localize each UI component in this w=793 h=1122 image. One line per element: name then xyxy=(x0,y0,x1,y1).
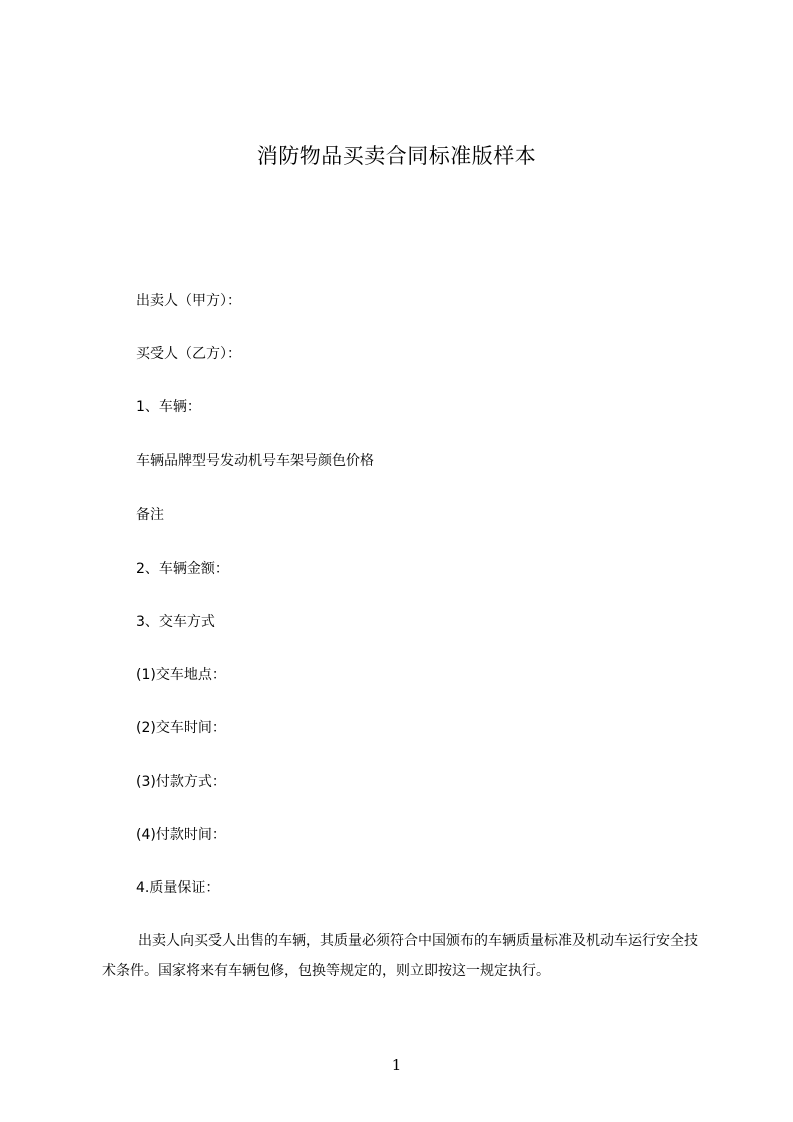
document-title: 消防物品买卖合同标准版样本 xyxy=(256,144,537,168)
delivery-time-line: (2)交车时间： xyxy=(136,720,226,736)
seller-line: 出卖人（甲方）： xyxy=(136,293,241,309)
payment-time-line: (4)付款时间： xyxy=(136,827,226,843)
payment-method-line: (3)付款方式： xyxy=(136,774,226,790)
delivery-location-line: (1)交车地点： xyxy=(136,667,226,683)
vehicle-fields-line: 车辆品牌型号发动机号车架号颜色价格 xyxy=(136,453,374,469)
page-number: 1 xyxy=(391,1056,402,1074)
delivery-method-heading: 3、交车方式 xyxy=(136,614,215,630)
quality-guarantee-heading: 4.质量保证： xyxy=(136,880,220,896)
vehicle-heading: 1、车辆： xyxy=(136,399,201,415)
buyer-line: 买受人（乙方）： xyxy=(136,346,241,362)
vehicle-amount-line: 2、车辆金额： xyxy=(136,561,229,577)
quality-guarantee-paragraph: 出卖人向买受人出售的车辆，其质量必须符合中国颁布的车辆质量标准及机动车运行安全技术条件。国家将来有车辆包修，包换等规定的，则立即按这一规定执行。 xyxy=(102,933,698,979)
remarks-line: 备注 xyxy=(136,507,164,523)
